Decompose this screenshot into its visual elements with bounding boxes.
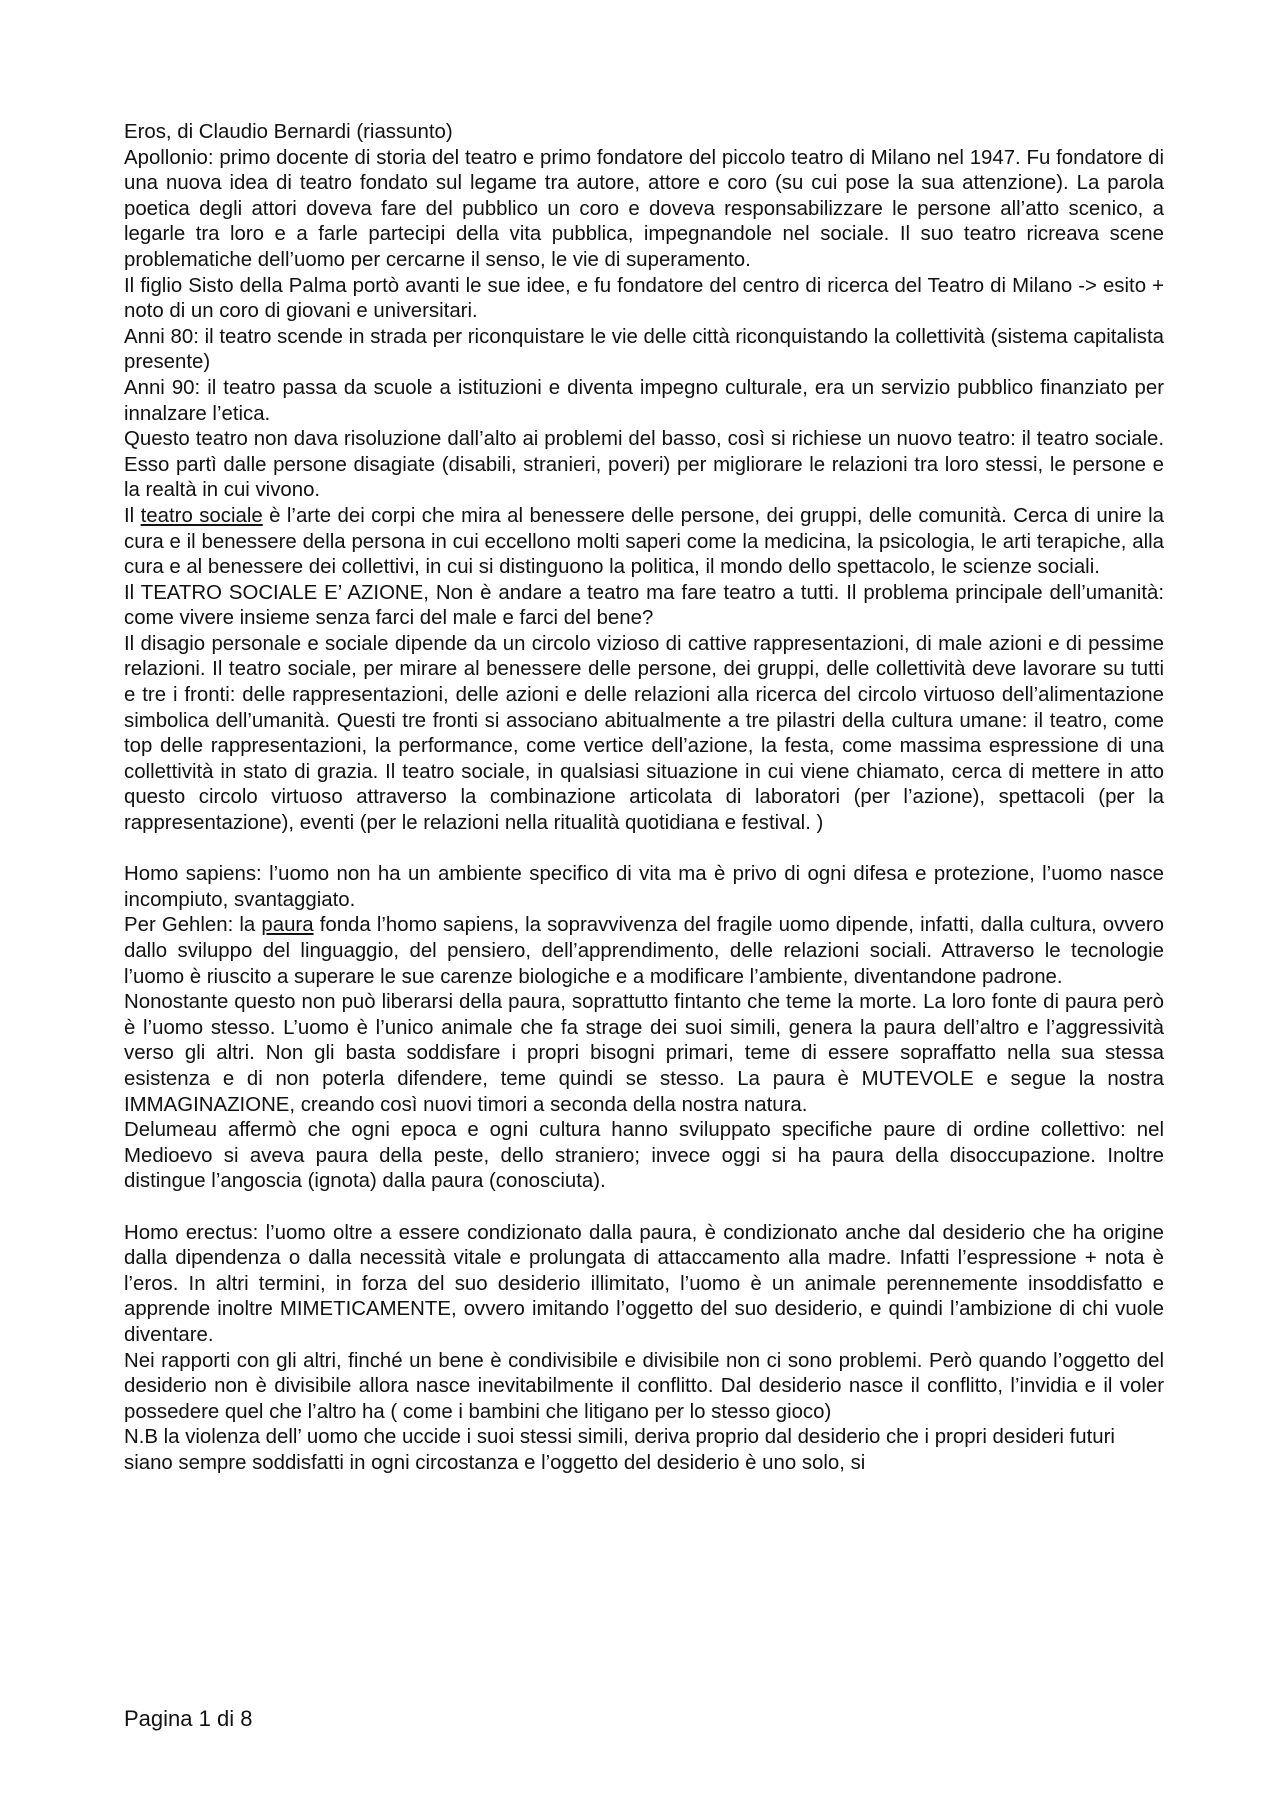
document-title: Eros, di Claudio Bernardi (riassunto) xyxy=(124,121,453,143)
paragraph xyxy=(124,913,1164,990)
paragraph: Homo erectus: l’uomo oltre a essere condizionato dalla paura, è condizionato anche dal desiderio che ha origine dalla dipendenza o dalla necessità vitale e prolungata di attaccamento alla madre. Infatti l’espressione + nota è l’eros. In altri termini, in forza del suo desiderio illimitato, l’uomo è un animale perennemente insoddisfatto e apprende inoltre MIMETICAMENTE, ovvero imitando l’oggetto del suo desiderio, e quindi l’ambizione di chi vuole diventare. xyxy=(124,1221,1164,1346)
paragraph: Il figlio Sisto della Palma portò avanti le sue idee, e fu fondatore del centro di ricerca del Teatro di Milano -> esito + noto di un coro di giovani e universitari. xyxy=(124,274,1164,323)
paragraph xyxy=(124,504,1164,581)
paragraph: Il disagio personale e sociale dipende da un circolo vizioso di cattive rappresentazioni, di male azioni e di pessime relazioni. Il teatro sociale, per mirare al benessere delle persone, dei gruppi, delle collettività deve lavorare su tutti e tre i fronti: delle rappresentazioni, delle azioni e delle relazioni alla ricerca del circolo virtuoso dell’alimentazione simbolica dell’umanità. Questi tre fronti si associano abitualmente a tre pilastri della cultura umane: il teatro, come top delle rappresentazioni, la performance, come vertice dell’azione, la festa, come massima espressione di una collettività in stato di grazia. Il teatro sociale, in qualsiasi situazione in cui viene chiamato, cerca di mettere in atto questo circolo virtuoso attraverso la combinazione articolata di laboratori (per l’azione), spettacoli (per la rappresentazione), eventi (per le relazioni nella ritualità quotidiana e festival. ) xyxy=(124,632,1164,835)
paragraph: N.B la violenza dell’ uomo che uccide i suoi stessi simili, deriva proprio dal desiderio che i propri desideri futuri siano sempre soddisfatti in ogni circostanza e l’oggetto del desiderio è uno solo, si xyxy=(124,1426,1115,1474)
paragraph: Questo teatro non dava risoluzione dall’alto ai problemi del basso, così si richiese un nuovo teatro: il teatro sociale. Esso partì dalle persone disagiate (disabili, stranieri, poveri) per migliorare le relazioni tra loro stessi, le persone e la realtà in cui vivono. xyxy=(124,428,1164,502)
paragraph: Anni 90: il teatro passa da scuole a istituzioni e diventa impegno culturale, era un servizio pubblico finanziato per innalzare l’etica. xyxy=(124,376,1164,425)
paragraph: Il TEATRO SOCIALE E’ AZIONE, Non è andare a teatro ma fare teatro a tutti. Il problema principale dell’umanità: come vivere insieme senza farci del male e farci del bene? xyxy=(124,581,1164,630)
underlined-term: paura xyxy=(261,914,314,937)
paragraph: Nonostante questo non può liberarsi della paura, soprattutto fintanto che teme la morte. La loro fonte di paura però è l’uomo stesso. L’uomo è l’unico animale che fa strage dei suoi simili, genera la paura dell’altro e l’aggressività verso gli altri. Non gli basta soddisfare i propri bisogni primari, teme di essere sopraffatto nella sua stessa esistenza e di non poterla difendere, teme quindi se stesso. La paura è MUTEVOLE e segue la nostra IMMAGINAZIONE, creando così nuovi timori a seconda della nostra natura. xyxy=(124,991,1164,1116)
paragraph-text: Per Gehlen: la xyxy=(124,914,262,937)
blank-line xyxy=(124,1195,1164,1221)
blank-line xyxy=(124,837,1164,863)
paragraph: Delumeau affermò che ogni epoca e ogni cultura hanno sviluppato specifiche paure di ordine collettivo: nel Medioevo si aveva paura della peste, dello straniero; invece oggi si ha paura della disoccupazione. Inoltre distingue l’angoscia (ignota) dalla paura (conosciuta). xyxy=(124,1119,1164,1193)
paragraph-text: Il xyxy=(124,504,141,527)
paragraph: Nei rapporti con gli altri, finché un bene è condivisibile e divisibile non ci sono problemi. Però quando l’oggetto del desiderio non è divisibile allora nasce inevitabilmente il conflitto. Dal desiderio nasce il conflitto, l’invidia e il voler possedere quel che l’altro ha ( come i bambini che litigano per lo stesso gioco) xyxy=(124,1349,1164,1423)
underlined-term: teatro sociale xyxy=(140,504,263,527)
paragraph-text: fonda l’homo sapiens, la sopravvivenza del fragile uomo dipende, infatti, dalla cultura, ovvero dallo sviluppo del linguaggio, del pensiero, dell’apprendimento, delle relazioni sociali. Attraverso le tecnologie l’uomo è riuscito a superare le sue carenze biologiche e a modificare l’ambiente, diventandone padrone. xyxy=(124,914,1164,988)
paragraph: Homo sapiens: l’uomo non ha un ambiente specifico di vita ma è privo di ogni difesa e protezione, l’uomo nasce incompiuto, svantaggiato. xyxy=(124,863,1164,911)
paragraph-text: è l’arte dei corpi che mira al benessere delle persone, dei gruppi, delle comunità. Cerca di unire la cura e il benessere della persona in cui eccellono molti saperi come la medicina, la psicologia, le arti terapiche, alla cura e al benessere dei collettivi, in cui si distinguono la politica, il mondo dello spettacolo, le scienze sociali. xyxy=(124,504,1164,579)
page-number-footer: Pagina 1 di 8 xyxy=(124,1706,253,1731)
paragraph: Anni 80: il teatro scende in strada per riconquistare le vie delle città riconquistando la collettività (sistema capitalista presente) xyxy=(124,325,1164,374)
document-body xyxy=(124,120,1164,1476)
paragraph: Apollonio: primo docente di storia del teatro e primo fondatore del piccolo teatro di Milano nel 1947. Fu fondatore di una nuova idea di teatro fondato sul legame tra autore, attore e coro (su cui pose la sua attenzione). La parola poetica degli attori doveva fare del pubblico un coro e doveva responsabilizzare le persone all’atto scenico, a legarle tra loro e a farle partecipi della vita pubblica, impegnandole nel sociale. Il suo teatro ricreava scene problematiche dell’uomo per cercarne il senso, le vie di superamento. xyxy=(124,146,1164,271)
